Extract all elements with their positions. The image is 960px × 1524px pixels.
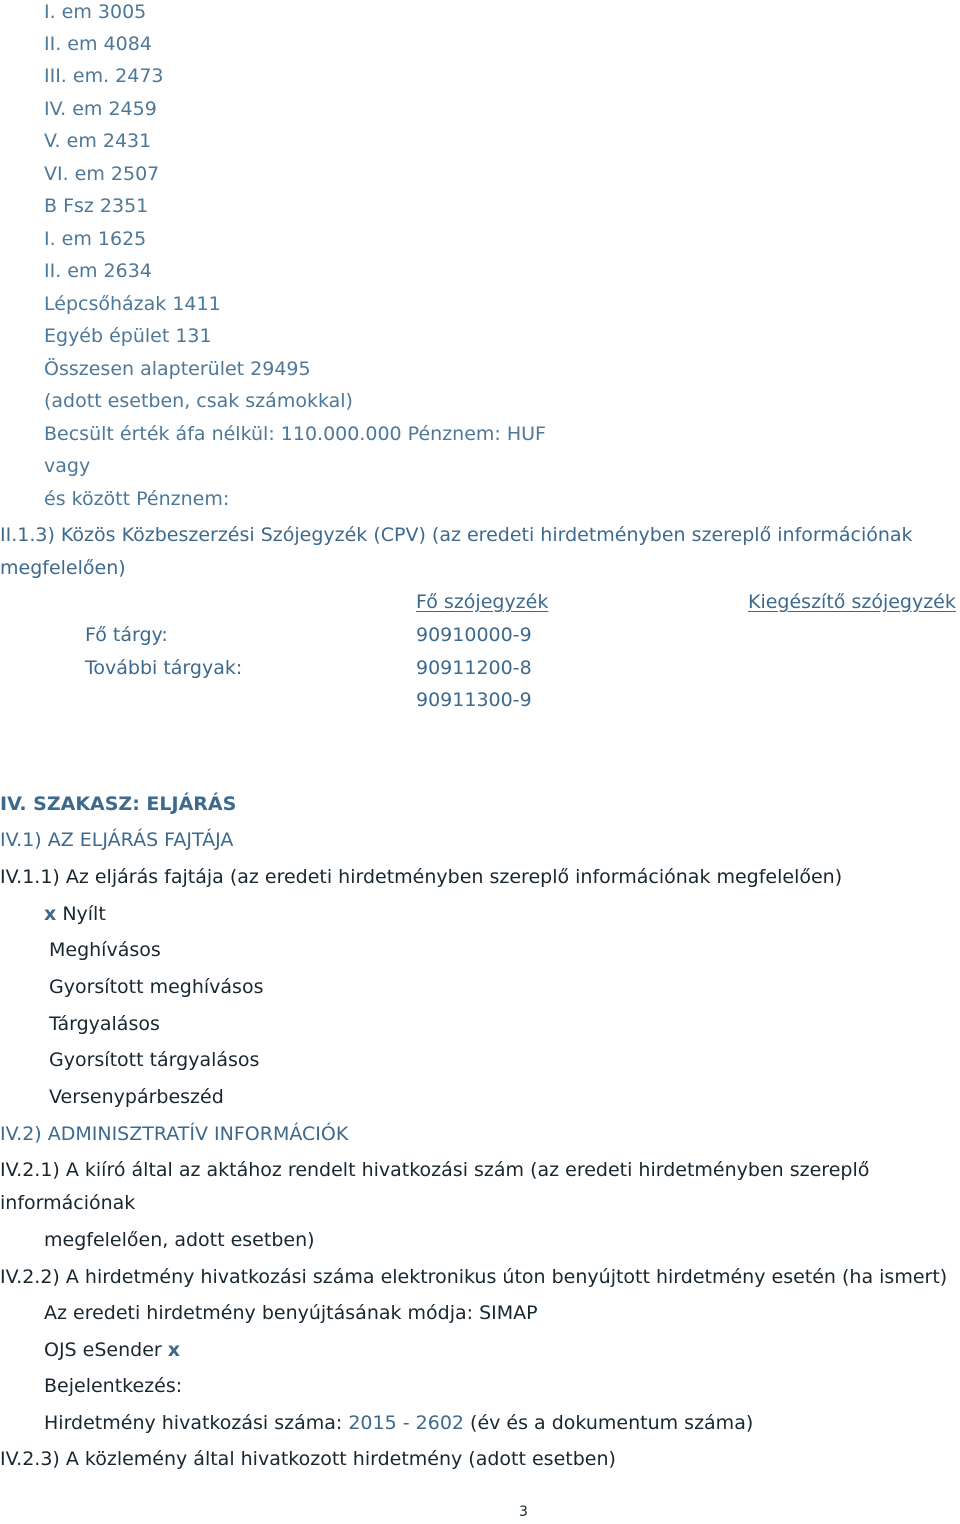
numbers-note: (adott esetben, csak számokkal)	[44, 390, 353, 412]
reference-separator: -	[402, 1412, 410, 1434]
reference-number: 2602	[415, 1412, 464, 1434]
floor-area-line: V. em 2431	[44, 130, 152, 152]
cpv-heading-cont: megfelelően)	[0, 557, 126, 579]
reference-label: Hirdetmény hivatkozási száma:	[44, 1412, 343, 1434]
login-label: Bejelentkezés:	[44, 1375, 183, 1397]
procedure-option: Gyorsított tárgyalásos	[49, 1049, 260, 1071]
procedure-option-open	[44, 902, 106, 926]
notice-reference	[44, 1411, 753, 1435]
floor-area-line: III. em. 2473	[44, 65, 164, 87]
floor-area-line: I. em 3005	[44, 1, 147, 23]
iv1-heading: IV.1) AZ ELJÁRÁS FAJTÁJA	[0, 829, 234, 851]
floor-area-line: I. em 1625	[44, 228, 147, 250]
iv21-heading-cont: megfelelően, adott esetben)	[44, 1229, 315, 1251]
reference-note: (év és a dokumentum száma)	[470, 1412, 754, 1434]
cpv-heading: II.1.3) Közös Közbeszerzési Szójegyzék (CPV) (az eredeti hirdetményben szereplő információnak	[0, 524, 913, 546]
additional-object-code: 90911200-8	[416, 657, 532, 679]
main-object-label: Fő tárgy:	[85, 624, 168, 646]
additional-objects-label: További tárgyak:	[85, 657, 243, 679]
iv2-heading: IV.2) ADMINISZTRATÍV INFORMÁCIÓK	[0, 1123, 349, 1145]
selected-mark: x	[44, 903, 57, 925]
estimated-value: Becsült érték áfa nélkül: 110.000.000 Pénznem: HUF	[44, 423, 546, 445]
procedure-option: Meghívásos	[49, 939, 161, 961]
col-main-vocabulary: Fő szójegyzék	[416, 591, 549, 613]
procedure-option: Gyorsított meghívásos	[49, 976, 264, 998]
reference-year: 2015	[348, 1412, 397, 1434]
iv11-heading: IV.1.1) Az eljárás fajtája (az eredeti hirdetményben szereplő információnak megfelelően)	[0, 866, 843, 888]
ojs-label: OJS eSender	[44, 1339, 162, 1361]
col-supplementary-vocabulary: Kiegészítő szójegyzék	[748, 591, 956, 613]
floor-area-line: VI. em 2507	[44, 163, 160, 185]
option-label: Nyílt	[62, 903, 106, 925]
range-currency: és között Pénznem:	[44, 488, 230, 510]
floor-area-line: IV. em 2459	[44, 98, 157, 120]
iv22-heading: IV.2.2) A hirdetmény hivatkozási száma elektronikus úton benyújtott hirdetmény esetén (ha ismert)	[0, 1266, 948, 1288]
floor-area-line: II. em 2634	[44, 260, 152, 282]
ojs-esender	[44, 1338, 180, 1362]
floor-area-line: Egyéb épület 131	[44, 325, 212, 347]
page-number: 3	[519, 1504, 528, 1520]
floor-area-line: Lépcsőházak 1411	[44, 293, 221, 315]
selected-mark: x	[167, 1339, 181, 1361]
total-area: Összesen alapterület 29495	[44, 358, 311, 380]
submission-mode: Az eredeti hirdetmény benyújtásának módja: SIMAP	[44, 1302, 538, 1324]
floor-area-line: B Fsz 2351	[44, 195, 149, 217]
procedure-option: Tárgyalásos	[49, 1013, 160, 1035]
iv23-heading: IV.2.3) A közlemény által hivatkozott hirdetmény (adott esetben)	[0, 1448, 616, 1470]
procedure-option: Versenypárbeszéd	[49, 1086, 224, 1108]
iv21-heading: IV.2.1) A kiíró által az aktához rendelt hivatkozási szám (az eredeti hirdetményben szereplő	[0, 1159, 870, 1181]
section-iv-title: IV. SZAKASZ: ELJÁRÁS	[0, 793, 237, 815]
or-text: vagy	[44, 455, 91, 477]
additional-object-code: 90911300-9	[416, 689, 532, 711]
iv21-heading-cont: információnak	[0, 1192, 136, 1214]
main-object-code: 90910000-9	[416, 624, 532, 646]
floor-area-line: II. em 4084	[44, 33, 152, 55]
